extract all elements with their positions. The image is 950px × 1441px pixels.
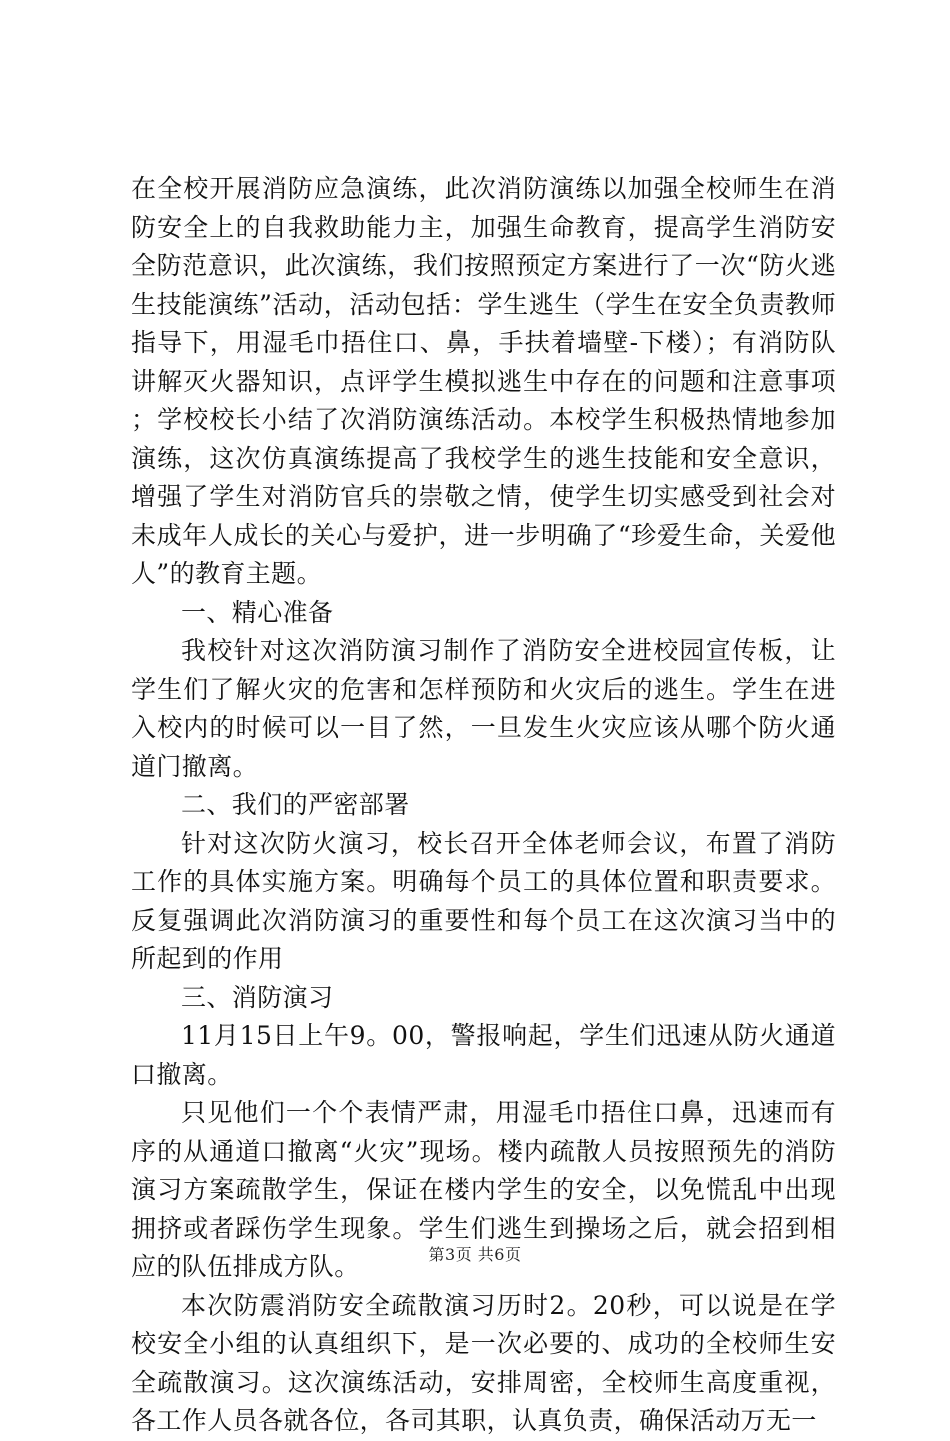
section-heading-drill: 三、消防演习 bbox=[181, 982, 334, 1012]
paragraph-intro: 在全校开展消防应急演练，此次消防演练以加强全校师生在消防安全上的自我救助能力主，加强生命教育，提高学生消防安全防范意识，此次演练，我们按照预定方案进行了一次“防火逃生技能演练”活动，活动包括：学生逃生（学生在安全负责教师指导下，用湿毛巾捂住口、鼻，手扶着墙壁-下楼）；有消防队讲解灭火器知识，点评学生模拟逃生中存在的问题和注意事项；学校校长小结了次消防演练活动。本校学生积极热情地参加演练，这次仿真演练提高了我校学生的逃生技能和安全意识，增强了学生对消防官兵的崇敬之情，使学生切实感受到社会对未成年人成长的关心与爱护，进一步明确了“珍爱生命，关爱他人”的教育主题。 bbox=[131, 174, 836, 588]
paragraph-preparation: 我校针对这次消防演习制作了消防安全进校园宣传板，让学生们了解火灾的危害和怎样预防和火灾后的逃生。学生在进入校内的时候可以一目了然，一旦发生火灾应该从哪个防火通道门撤离。 bbox=[131, 636, 836, 781]
paragraph-drill-evacuation: 只见他们一个个表情严肃，用湿毛巾捂住口鼻，迅速而有序的从通道口撤离“火灾”现场。楼内疏散人员按照预先的消防演习方案疏散学生，保证在楼内学生的安全，以免慌乱中出现拥挤或者踩伤学生现象。学生们逃生到操场之后，就会招到相应的队伍排成方队。 bbox=[131, 1098, 836, 1281]
section-heading-deployment: 二、我们的严密部署 bbox=[181, 790, 410, 819]
paragraph-drill-start: 11月15日上午9。00，警报响起，学生们迅速从防火通道口撤离。 bbox=[131, 1021, 836, 1089]
paragraph-drill-summary: 本次防震消防安全疏散演习历时2。20秒，可以说是在学校安全小组的认真组织下，是一次必要的、成功的全校师生安全疏散演习。这次演练活动，安排周密，全校师生高度重视，各工作人员各就各位，各司其职，认真负责，确保活动万无一 bbox=[131, 1290, 836, 1435]
section-heading-preparation: 一、精心准备 bbox=[181, 597, 334, 627]
paragraph-deployment: 针对这次防火演习，校长召开全体老师会议，布置了消防工作的具体实施方案。明确每个员工的具体位置和职责要求。反复强调此次消防演习的重要性和每个员工在这次演习当中的所起到的作用 bbox=[131, 828, 836, 973]
page-number-footer: 第3页 共6页 bbox=[428, 1245, 522, 1264]
